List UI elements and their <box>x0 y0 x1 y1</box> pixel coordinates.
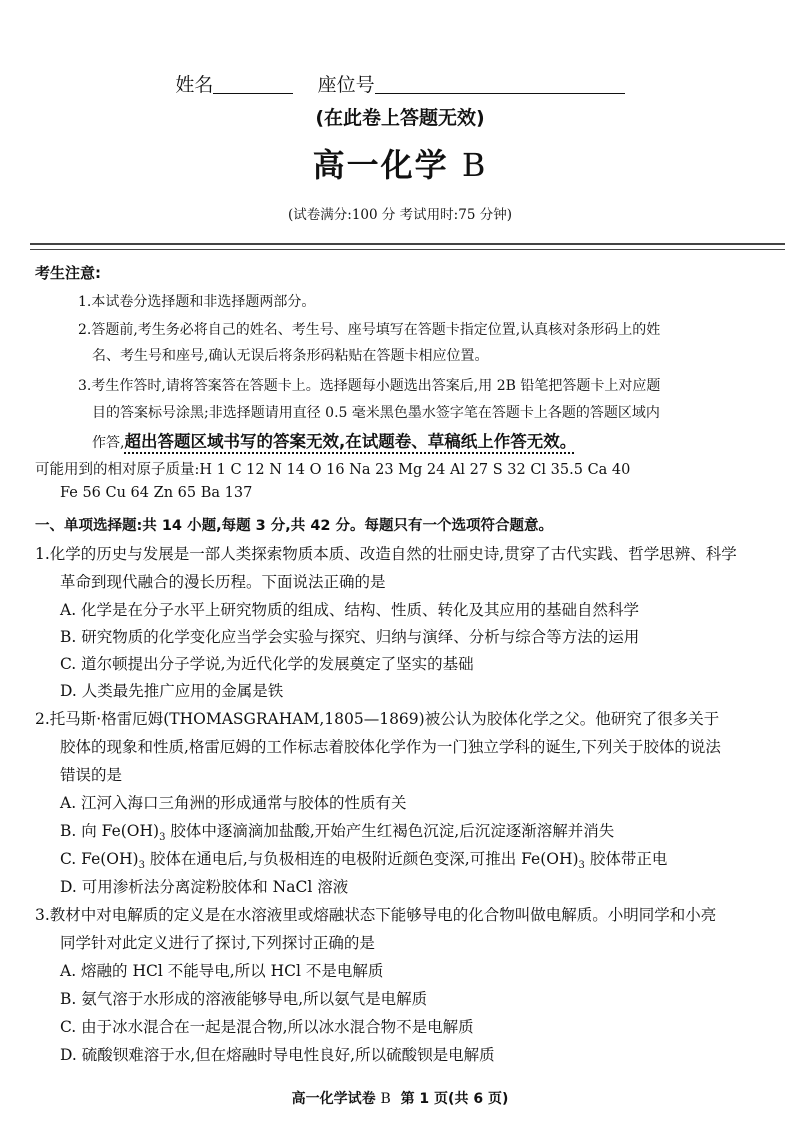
option-c-text: 胶体带正电 <box>584 850 668 868</box>
question-3-option-d: D. 硫酸钡难溶于水,但在熔融时导电性良好,所以硫酸钡是电解质 <box>60 1046 495 1064</box>
footer-text: 高一化学试卷 <box>291 1091 376 1107</box>
notice-emphasis: 超出答题区域书写的答案无效,在试题卷、草稿纸上作答无效。 <box>124 432 577 451</box>
question-2-stem-line-1: 2.托马斯·格雷厄姆(THOMASGRAHAM,1805—1869)被公认为胶体化学之父。他研究了很多关于 <box>35 710 720 728</box>
question-1-option-d: D. 人类最先推广应用的金属是铁 <box>60 682 284 700</box>
question-1-option-a: A. 化学是在分子水平上研究物质的组成、结构、性质、转化及其应用的基础自然科学 <box>60 601 640 619</box>
question-3-option-b: B. 氨气溶于水形成的溶液能够导电,所以氨气是电解质 <box>60 990 428 1008</box>
notice-item-3-line-3 <box>92 428 576 452</box>
page-number: 第 1 页(共 6 页) <box>400 1091 509 1107</box>
question-2-stem-line-3: 错误的是 <box>60 766 123 784</box>
divider <box>30 249 785 250</box>
header-fields <box>0 70 800 97</box>
notice-item-3-text: 作答, <box>92 435 125 451</box>
seat-label: 座位号 <box>317 74 375 96</box>
notice-item-2-line-2: 名、考生号和座号,确认无误后将条形码粘贴在答题卡相应位置。 <box>92 348 489 364</box>
exam-meta: (试卷满分:100 分 考试用时:75 分钟) <box>288 207 512 223</box>
notice-item-3-line-2: 目的答案标号涂黑;非选择题请用直径 0.5 毫米黑色墨水签字笔在答题卡上各题的答题区域内 <box>92 405 660 421</box>
subscript: 3 <box>159 832 166 844</box>
question-3-stem-line-2: 同学针对此定义进行了探讨,下列探讨正确的是 <box>60 934 375 952</box>
option-b-text: 胶体中逐滴滴加盐酸,开始产生红褐色沉淀,后沉淀逐渐溶解并消失 <box>165 822 615 840</box>
option-c-text: 胶体在通电后,与负极相连的电极附近颜色变深,可推出 Fe(OH) <box>144 850 579 868</box>
question-1-option-b: B. 研究物质的化学变化应当学会实验与探究、归纳与演绎、分析与综合等方法的运用 <box>60 628 640 646</box>
question-1-option-c: C. 道尔顿提出分子学说,为近代化学的发展奠定了坚实的基础 <box>60 655 474 673</box>
title-main: 高一化学 <box>312 146 449 184</box>
section-heading: 一、单项选择题:共 14 小题,每题 3 分,共 42 分。每题只有一个选项符合题意。 <box>35 518 554 534</box>
page-footer <box>0 1088 800 1108</box>
atomic-masses-line-2: Fe 56 Cu 64 Zn 65 Ba 137 <box>60 485 253 501</box>
question-2-option-a: A. 江河入海口三角洲的形成通常与胶体的性质有关 <box>60 794 407 812</box>
title-letter: B <box>461 146 488 184</box>
notice-heading: 考生注意: <box>35 264 101 282</box>
option-c-text: C. Fe(OH) <box>60 850 139 868</box>
question-3-option-a: A. 熔融的 HCl 不能导电,所以 HCl 不是电解质 <box>60 962 384 980</box>
question-1-stem-line-2: 革命到现代融合的漫长历程。下面说法正确的是 <box>60 573 386 591</box>
question-3-stem-line-1: 3.教材中对电解质的定义是在水溶液里或熔融状态下能够导电的化合物叫做电解质。小明同学和小亮 <box>35 906 717 924</box>
question-2-option-d: D. 可用渗析法分离淀粉胶体和 NaCl 溶液 <box>60 878 349 896</box>
question-3-option-c: C. 由于冰水混合在一起是混合物,所以冰水混合物不是电解质 <box>60 1018 474 1036</box>
notice-item-1: 1.本试卷分选择题和非选择题两部分。 <box>78 294 316 310</box>
option-b-text: B. 向 Fe(OH) <box>60 822 160 840</box>
question-2-stem-line-2: 胶体的现象和性质,格雷厄姆的工作标志着胶体化学作为一门独立学科的诞生,下列关于胶体的说法 <box>60 738 721 756</box>
divider <box>30 243 785 245</box>
atomic-masses-line-1: 可能用到的相对原子质量:H 1 C 12 N 14 O 16 Na 23 Mg 24 Al 27 S 32 Cl 35.5 Ca 40 <box>35 462 631 478</box>
seat-field <box>375 75 625 94</box>
notice-item-2-line-1: 2.答题前,考生务必将自己的姓名、考生号、座号填写在答题卡指定位置,认真核对条形码上的姓 <box>78 322 661 338</box>
name-field <box>213 75 293 94</box>
question-2-option-c <box>60 847 667 871</box>
page-title <box>0 140 800 186</box>
subscript: 3 <box>578 860 585 872</box>
notice-item-3-line-1: 3.考生作答时,请将答案答在答题卡上。选择题每小题选出答案后,用 2B 铅笔把答题卡上对应题 <box>78 378 661 394</box>
name-label: 姓名 <box>175 74 214 96</box>
invalid-note: (在此卷上答题无效) <box>315 107 485 129</box>
footer-letter: B <box>380 1091 391 1107</box>
question-2-option-b <box>60 819 614 843</box>
question-1-stem-line-1: 1.化学的历史与发展是一部人类探索物质本质、改造自然的壮丽史诗,贯穿了古代实践、哲学思辨、科学 <box>35 545 737 563</box>
subscript: 3 <box>138 860 145 872</box>
